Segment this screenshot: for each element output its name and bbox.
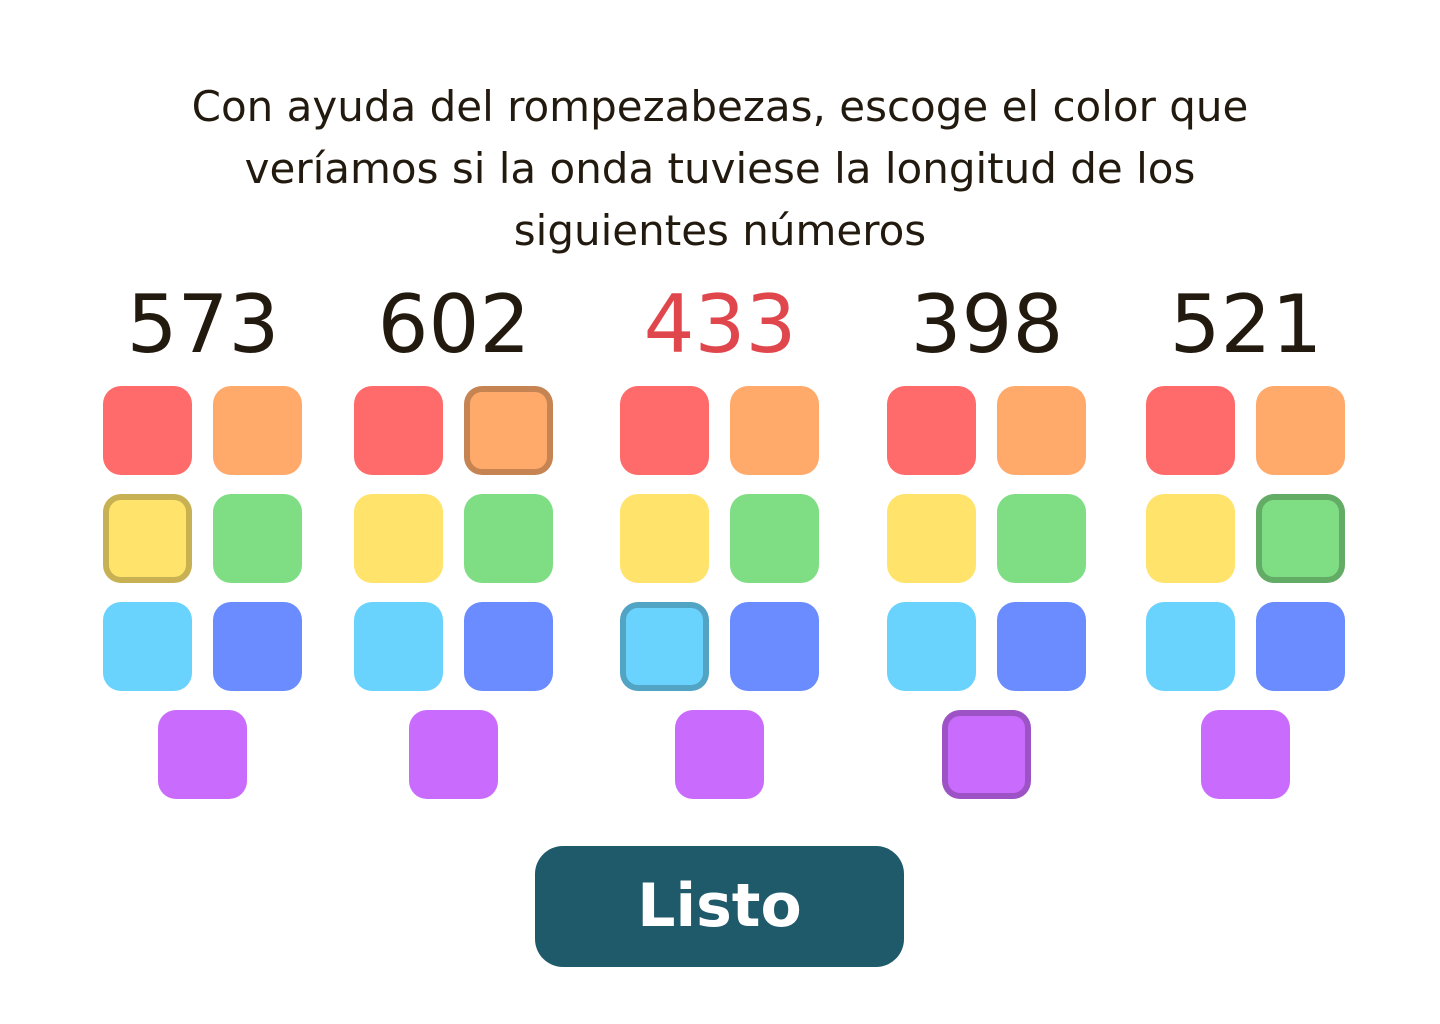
swatch-cyan[interactable] (354, 602, 443, 691)
swatch-cyan[interactable] (1146, 602, 1235, 691)
swatch-yellow[interactable] (354, 494, 443, 583)
swatch-green[interactable] (464, 494, 553, 583)
swatch-purple[interactable] (942, 710, 1031, 799)
swatch-yellow[interactable] (103, 494, 192, 583)
wavelength-number: 602 (377, 278, 531, 371)
swatch-purple[interactable] (409, 710, 498, 799)
instructions-line-3: siguientes números (513, 206, 927, 255)
swatch-purple[interactable] (158, 710, 247, 799)
swatch-orange[interactable] (730, 386, 819, 475)
swatch-purple[interactable] (675, 710, 764, 799)
swatch-yellow[interactable] (620, 494, 709, 583)
swatch-blue[interactable] (464, 602, 553, 691)
wavelength-number: 398 (910, 278, 1064, 371)
swatch-orange[interactable] (464, 386, 553, 475)
swatch-blue[interactable] (997, 602, 1086, 691)
swatch-orange[interactable] (213, 386, 302, 475)
instructions-line-2: veríamos si la onda tuviese la longitud de los (244, 144, 1196, 193)
done-button[interactable]: Listo (535, 846, 904, 967)
instructions-line-1: Con ayuda del rompezabezas, escoge el color que (191, 82, 1249, 131)
swatch-cyan[interactable] (620, 602, 709, 691)
wavelength-number: 573 (126, 278, 280, 371)
swatch-red[interactable] (354, 386, 443, 475)
swatch-orange[interactable] (1256, 386, 1345, 475)
swatch-yellow[interactable] (887, 494, 976, 583)
wavelength-number: 521 (1169, 278, 1323, 371)
swatch-yellow[interactable] (1146, 494, 1235, 583)
swatch-purple[interactable] (1201, 710, 1290, 799)
swatch-blue[interactable] (213, 602, 302, 691)
swatch-green[interactable] (1256, 494, 1345, 583)
swatch-cyan[interactable] (887, 602, 976, 691)
swatch-green[interactable] (730, 494, 819, 583)
swatch-blue[interactable] (730, 602, 819, 691)
swatch-green[interactable] (213, 494, 302, 583)
swatch-red[interactable] (620, 386, 709, 475)
swatch-orange[interactable] (997, 386, 1086, 475)
instructions-text (120, 76, 1320, 262)
swatch-red[interactable] (1146, 386, 1235, 475)
swatch-green[interactable] (997, 494, 1086, 583)
swatch-blue[interactable] (1256, 602, 1345, 691)
swatch-cyan[interactable] (103, 602, 192, 691)
swatch-red[interactable] (887, 386, 976, 475)
wavelength-number: 433 (643, 278, 797, 371)
swatch-red[interactable] (103, 386, 192, 475)
